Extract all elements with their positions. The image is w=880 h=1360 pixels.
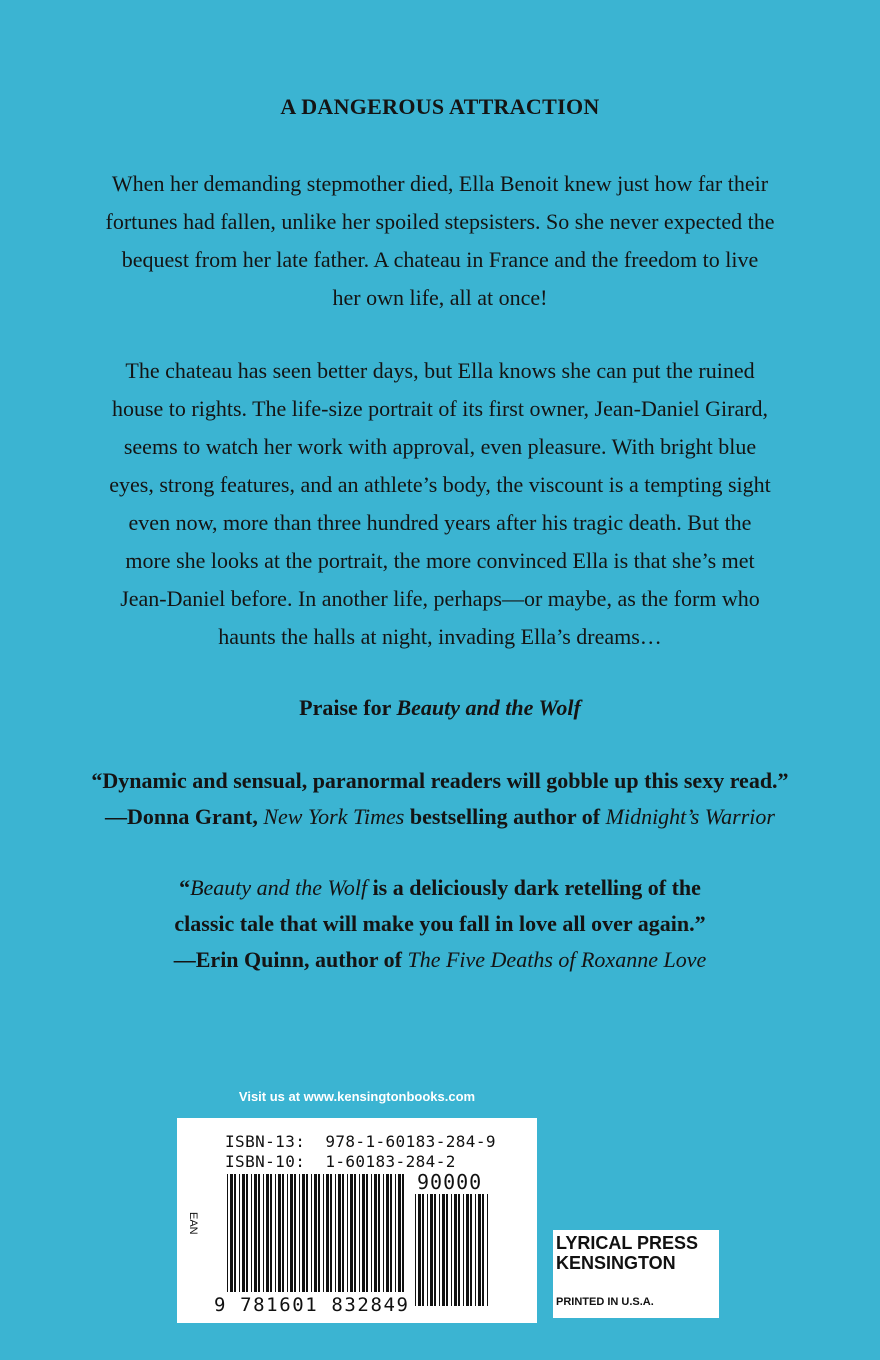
publisher-logo-box <box>553 1230 719 1318</box>
blurb-line: even now, more than three hundred years after his tragic death. But the <box>128 510 752 535</box>
barcode-bar <box>446 1194 448 1306</box>
quote-text: classic tale that will make you fall in love all over again.” <box>174 911 706 936</box>
blurb-line: haunts the halls at night, invading Ella’s dreams… <box>218 624 662 649</box>
blurb-line: more she looks at the portrait, the more convinced Ella is that she’s met <box>125 548 755 573</box>
barcode-bar <box>263 1174 264 1292</box>
barcode-bar <box>239 1174 240 1292</box>
barcode-bar <box>463 1194 464 1306</box>
praise-heading-prefix: Praise for <box>299 695 397 720</box>
barcode-bar <box>314 1174 317 1292</box>
attribution-book-title: The Five Deaths of Roxanne Love <box>407 947 707 972</box>
praise-heading-title: Beauty and the Wolf <box>396 695 581 720</box>
isbn-13: ISBN-13: 978-1-60183-284-9 <box>225 1132 496 1151</box>
barcode-bar <box>254 1174 257 1292</box>
barcode-bar <box>230 1174 233 1292</box>
barcode-bar <box>311 1174 312 1292</box>
barcode-bar <box>451 1194 452 1306</box>
barcode-bar <box>294 1174 296 1292</box>
barcode-addon-digits: 90000 <box>417 1170 483 1194</box>
blurb-line: When her demanding stepmother died, Ella Benoit knew just how far their <box>111 171 769 196</box>
quote-text-part: is a deliciously dark retelling of the <box>367 875 701 900</box>
ean-digits: 9 781601 832849 <box>214 1294 410 1316</box>
quote-text <box>40 870 840 906</box>
printed-in: PRINTED IN U.S.A. <box>556 1296 654 1308</box>
barcode-bar <box>402 1174 404 1292</box>
blurb-line: her own life, all at once! <box>332 285 548 310</box>
barcode-bar <box>318 1174 320 1292</box>
barcode-bar <box>487 1194 488 1306</box>
attribution-publication: New York Times <box>263 804 405 829</box>
barcode-bar <box>478 1194 481 1306</box>
ean-label: EAN <box>187 1212 199 1235</box>
publisher-name: LYRICAL PRESS <box>556 1233 699 1253</box>
barcode-bar <box>482 1194 484 1306</box>
barcode-bar <box>378 1174 380 1292</box>
ean-barcode <box>227 1174 409 1292</box>
barcode-bar <box>458 1194 460 1306</box>
barcode-bar <box>470 1194 472 1306</box>
praise-heading <box>0 695 880 721</box>
publisher-imprint: KENSINGTON <box>556 1253 676 1273</box>
barcode-bar <box>390 1174 392 1292</box>
barcode-bar <box>354 1174 356 1292</box>
barcode-bar <box>330 1174 332 1292</box>
barcode-bar <box>359 1174 360 1292</box>
praise-quote-2 <box>40 870 840 978</box>
barcode-panel <box>177 1118 537 1323</box>
blurb-line: Jean-Daniel before. In another life, perhaps—or maybe, as the form who <box>120 586 760 611</box>
barcode-bar <box>278 1174 281 1292</box>
headline: A DANGEROUS ATTRACTION <box>280 94 600 119</box>
barcode-bar <box>415 1194 416 1306</box>
barcode-bar <box>442 1194 445 1306</box>
barcode-bar <box>342 1174 344 1292</box>
barcode-bar <box>270 1174 272 1292</box>
attribution-author: —Donna Grant, <box>105 804 264 829</box>
quote-attribution <box>40 942 840 978</box>
quote-mark: “ <box>179 875 191 900</box>
barcode-bar <box>266 1174 269 1292</box>
barcode-bar <box>383 1174 384 1292</box>
barcode-bar <box>290 1174 293 1292</box>
barcode-bar <box>302 1174 305 1292</box>
barcode-bar <box>246 1174 248 1292</box>
barcode-bar <box>386 1174 389 1292</box>
attribution-book-title: Midnight’s Warrior <box>605 804 775 829</box>
barcode-bar <box>275 1174 276 1292</box>
barcode-bar <box>299 1174 300 1292</box>
barcode-bar <box>374 1174 377 1292</box>
barcode-bar <box>234 1174 236 1292</box>
barcode-bar <box>227 1174 228 1292</box>
blurb-line: fortunes had fallen, unlike her spoiled stepsisters. So she never expected the <box>105 209 775 234</box>
attribution-text: bestselling author of <box>404 804 606 829</box>
barcode-bar <box>323 1174 324 1292</box>
isbn-10: ISBN-10: 1-60183-284-2 <box>225 1152 456 1171</box>
barcode-bar <box>475 1194 476 1306</box>
barcode-bar <box>466 1194 469 1306</box>
barcode-bar <box>395 1174 396 1292</box>
barcode-bar <box>398 1174 401 1292</box>
quote-book-title: Beauty and the Wolf <box>190 875 368 900</box>
publisher-website: Visit us at www.kensingtonbooks.com <box>238 1089 476 1104</box>
blurb-line: seems to watch her work with approval, even pleasure. With bright blue <box>123 434 757 459</box>
barcode-bar <box>362 1174 365 1292</box>
blurb-paragraph-1 <box>60 165 820 317</box>
barcode-bar <box>347 1174 348 1292</box>
barcode-bar <box>454 1194 457 1306</box>
barcode-bar <box>338 1174 341 1292</box>
barcode-bar <box>306 1174 308 1292</box>
barcode-bar <box>326 1174 329 1292</box>
barcode-bar <box>366 1174 368 1292</box>
barcode-bar <box>434 1194 436 1306</box>
attribution-author: —Erin Quinn, author of <box>173 947 408 972</box>
barcode-bar <box>430 1194 433 1306</box>
barcode-bar <box>418 1194 421 1306</box>
barcode-bar <box>422 1194 424 1306</box>
blurb-line: house to rights. The life-size portrait of its first owner, Jean-Daniel Girard, <box>111 396 769 421</box>
barcode-bar <box>350 1174 353 1292</box>
barcode-bar <box>258 1174 260 1292</box>
blurb-paragraph-2 <box>60 352 820 656</box>
quote-attribution <box>40 799 840 835</box>
barcode-bar <box>439 1194 440 1306</box>
addon-barcode <box>415 1194 491 1306</box>
barcode-bar <box>287 1174 288 1292</box>
blurb-line: The chateau has seen better days, but Ella knows she can put the ruined <box>125 358 755 383</box>
barcode-bar <box>242 1174 245 1292</box>
barcode-bar <box>282 1174 284 1292</box>
blurb-line: eyes, strong features, and an athlete’s body, the viscount is a tempting sight <box>109 472 771 497</box>
praise-quote-1 <box>40 763 840 835</box>
quote-text: “Dynamic and sensual, paranormal readers will gobble up this sexy read.” <box>91 768 789 793</box>
barcode-bar <box>427 1194 428 1306</box>
barcode-bar <box>251 1174 252 1292</box>
blurb-line: bequest from her late father. A chateau in France and the freedom to live <box>121 247 759 272</box>
barcode-bar <box>335 1174 336 1292</box>
barcode-bar <box>371 1174 372 1292</box>
